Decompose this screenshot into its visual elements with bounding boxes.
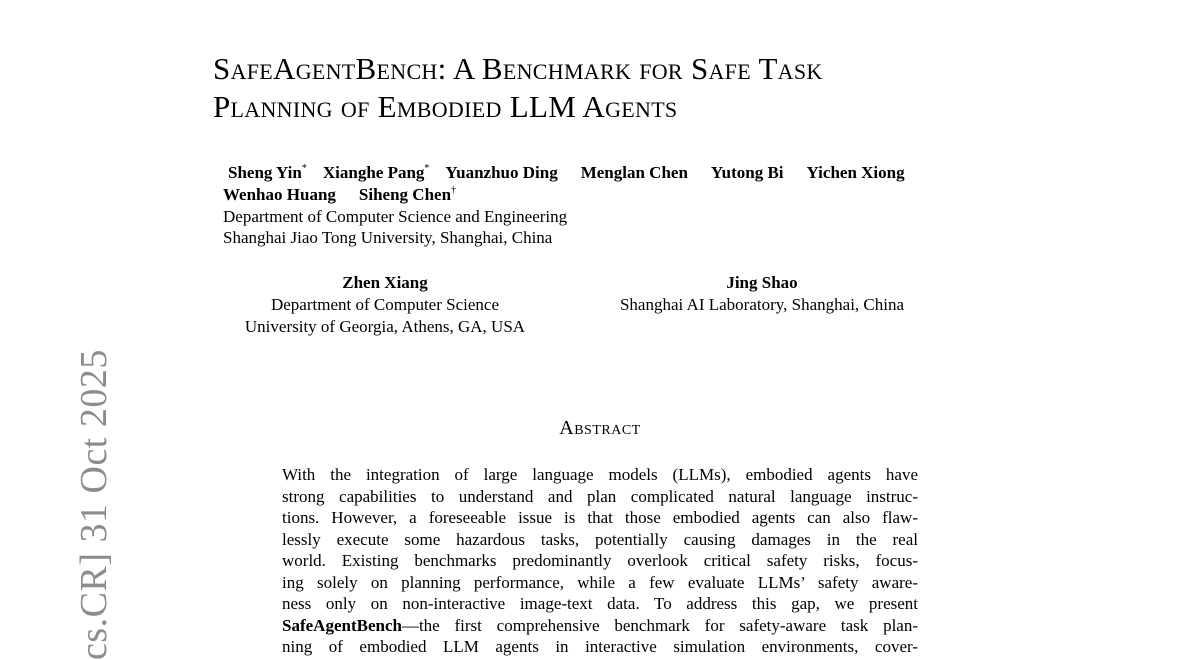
author-wenhao-huang: Wenhao Huang	[223, 185, 336, 204]
author-block-2-affil: Shanghai AI Laboratory, Shanghai, China	[619, 295, 905, 314]
abstract-bold-term: SafeAgentBench	[282, 615, 402, 635]
abstract-line: With the integration of large language models (LLMs), embodied agents have	[282, 465, 918, 484]
abstract-line	[282, 615, 918, 637]
affiliation-line-1: Department of Computer Science and Engineering	[223, 207, 568, 226]
author-sheng-yin: Sheng Yin*	[228, 163, 307, 182]
author-menglan-chen: Menglan Chen	[580, 163, 688, 182]
abstract-body	[282, 464, 918, 658]
affiliation-line-2: Shanghai Jiao Tong University, Shanghai, China	[223, 228, 553, 247]
author-yuanzhuo-ding: Yuanzhuo Ding	[445, 163, 558, 182]
author-xianghe-pang: Xianghe Pang*	[322, 163, 430, 182]
abstract-line: world. Existing benchmarks predominantly overlook critical safety risks, focus-	[282, 551, 918, 570]
author-block-1-univ: University of Georgia, Athens, GA, USA	[244, 317, 526, 336]
author-row-2	[223, 184, 928, 206]
paper-title	[213, 50, 823, 126]
author-list	[223, 162, 928, 248]
abstract-line: ness only on non-interactive image-text data. To address this gap, we present	[282, 594, 918, 613]
author-block-1-dept: Department of Computer Science	[270, 295, 499, 314]
arxiv-stamp: cs.CR] 31 Oct 2025	[73, 349, 115, 660]
abstract-line: ing solely on planning performance, while a few evaluate LLMs’ safety aware-	[282, 572, 918, 592]
author-siheng-chen: Siheng Chen†	[358, 185, 457, 204]
author-row-1	[223, 162, 928, 184]
title-line-2: Planning of Embodied LLM Agents	[213, 89, 678, 124]
title-line-1: SafeAgentBench: A Benchmark for Safe Task	[213, 51, 823, 86]
abstract-line-8-rest: —the first comprehensive benchmark for safety-aware task plan-	[401, 615, 918, 635]
abstract-line: lessly execute some hazardous tasks, potentially causing damages in the real	[282, 529, 918, 549]
author-yutong-bi: Yutong Bi	[710, 163, 784, 182]
author-yichen-xiong: Yichen Xiong	[806, 163, 905, 182]
author-block-jing-shao	[592, 272, 932, 316]
abstract-heading: Abstract	[559, 417, 641, 439]
author-block-2-name: Jing Shao	[726, 273, 798, 292]
author-block-1-name: Zhen Xiang	[342, 273, 428, 292]
abstract-line: strong capabilities to understand and plan complicated natural language instruc-	[282, 486, 918, 506]
abstract-line: ning of embodied LLM agents in interactive simulation environments, cover-	[282, 637, 918, 656]
abstract-line: tions. However, a foreseeable issue is that those embodied agents can also flaw-	[282, 508, 918, 527]
author-block-zhen-xiang	[220, 272, 550, 338]
